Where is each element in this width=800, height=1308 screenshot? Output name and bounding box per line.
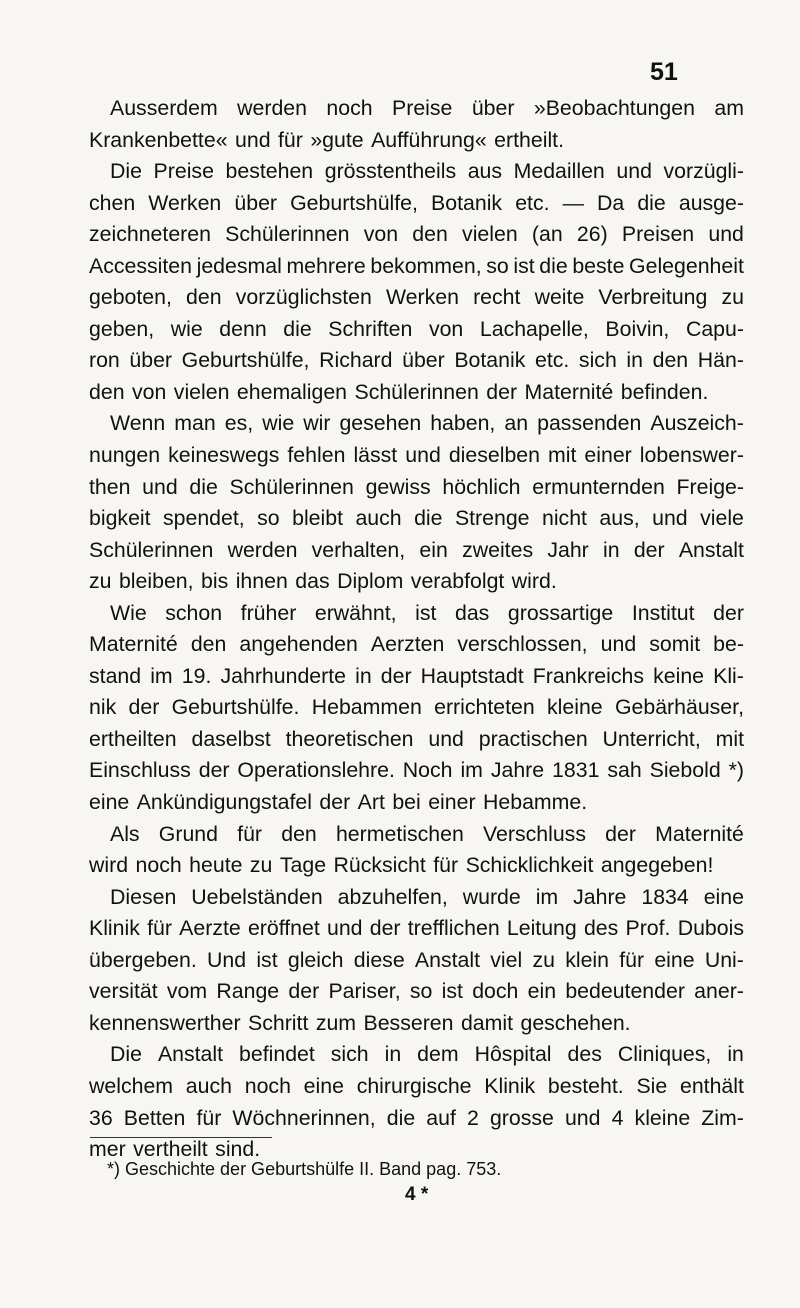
text-line: nik der Geburtshülfe. Hebammen errichteten kleine Gebärhäuser, <box>89 695 744 720</box>
text-line: mer vertheilt sind. <box>89 1137 261 1162</box>
text-line: chen Werken über Geburtshülfe, Botanik etc. — Da die ausge- <box>89 190 744 215</box>
text-line: Als Grund für den hermetischen Verschluss der Maternité <box>110 821 744 846</box>
text-line: ertheilten daselbst theoretischen und practischen Unterricht, mit <box>89 726 744 751</box>
text-line: nungen keineswegs fehlen lässt und dieselben mit einer lobenswer- <box>89 443 744 468</box>
text-line: then und die Schülerinnen gewiss höchlich ermunternden Freige- <box>89 474 744 499</box>
text-line: versität vom Range der Pariser, so ist doch ein bedeutender aner- <box>89 979 744 1004</box>
text-line: kennenswerther Schritt zum Besseren damit geschehen. <box>89 1010 631 1035</box>
text-line: Wie schon früher erwähnt, ist das grossartige Institut der <box>110 600 744 625</box>
text-line: Diesen Uebelständen abzuhelfen, wurde im Jahre 1834 eine <box>110 884 744 909</box>
text-line: Klinik für Aerzte eröffnet und der trefflichen Leitung des Prof. Dubois <box>89 916 744 941</box>
signature-mark: 4 * <box>405 1184 429 1205</box>
text-line: Wenn man es, wie wir gesehen haben, an passenden Auszeich- <box>110 411 744 436</box>
text-line: geboten, den vorzüglichsten Werken recht weite Verbreitung zu <box>89 285 744 310</box>
text-line: Ausserdem werden noch Preise über »Beobachtungen am <box>110 96 744 120</box>
body-text <box>89 93 744 1166</box>
text-line: Krankenbette« und für »gute Aufführung« ertheilt. <box>89 127 565 152</box>
text-line: 36 Betten für Wöchnerinnen, die auf 2 grosse und 4 kleine Zim- <box>89 1105 744 1130</box>
text-line: zu bleiben, bis ihnen das Diplom verabfolgt wird. <box>89 569 557 594</box>
footnote: *) Geschichte der Geburtshülfe II. Band pag. 753. <box>107 1159 502 1179</box>
text-line: zeichneteren Schülerinnen von den vielen (an 26) Preisen und <box>89 222 744 247</box>
text-line: eine Ankündigungstafel der Art bei einer Hebamme. <box>89 790 588 815</box>
text-line: den von vielen ehemaligen Schülerinnen der Maternité befinden. <box>89 379 709 404</box>
footnote-rule <box>90 1137 272 1138</box>
text-line: geben, wie denn die Schriften von Lachapelle, Boivin, Capu- <box>89 316 744 341</box>
text-line: Maternité den angehenden Aerzten verschlossen, und somit be- <box>89 632 744 657</box>
text-line: stand im 19. Jahrhunderte in der Hauptstadt Frankreichs keine Kli- <box>89 663 744 688</box>
text-line: ron über Geburtshülfe, Richard über Botanik etc. sich in den Hän- <box>89 348 744 373</box>
text-line: welchem auch noch eine chirurgische Klinik besteht. Sie enthält <box>89 1073 744 1098</box>
page-number: 51 <box>650 58 678 86</box>
text-line: Einschluss der Operationslehre. Noch im Jahre 1831 sah Siebold *) <box>89 758 744 783</box>
text-line: bigkeit spendet, so bleibt auch die Strenge nicht aus, und viele <box>89 506 744 531</box>
text-line: Die Anstalt befindet sich in dem Hôspital des Cliniques, in <box>110 1042 744 1067</box>
text-line: Schülerinnen werden verhalten, ein zweites Jahr in der Anstalt <box>89 537 744 562</box>
text-line: Die Preise bestehen grösstentheils aus Medaillen und vorzügli- <box>110 159 744 184</box>
text-line: übergeben. Und ist gleich diese Anstalt viel zu klein für eine Uni- <box>89 947 744 972</box>
text-line: Accessiten jedesmal mehrere bekommen, so ist die beste Gelegenheit <box>89 253 744 278</box>
text-line: wird noch heute zu Tage Rücksicht für Schicklichkeit angegeben! <box>89 853 714 878</box>
